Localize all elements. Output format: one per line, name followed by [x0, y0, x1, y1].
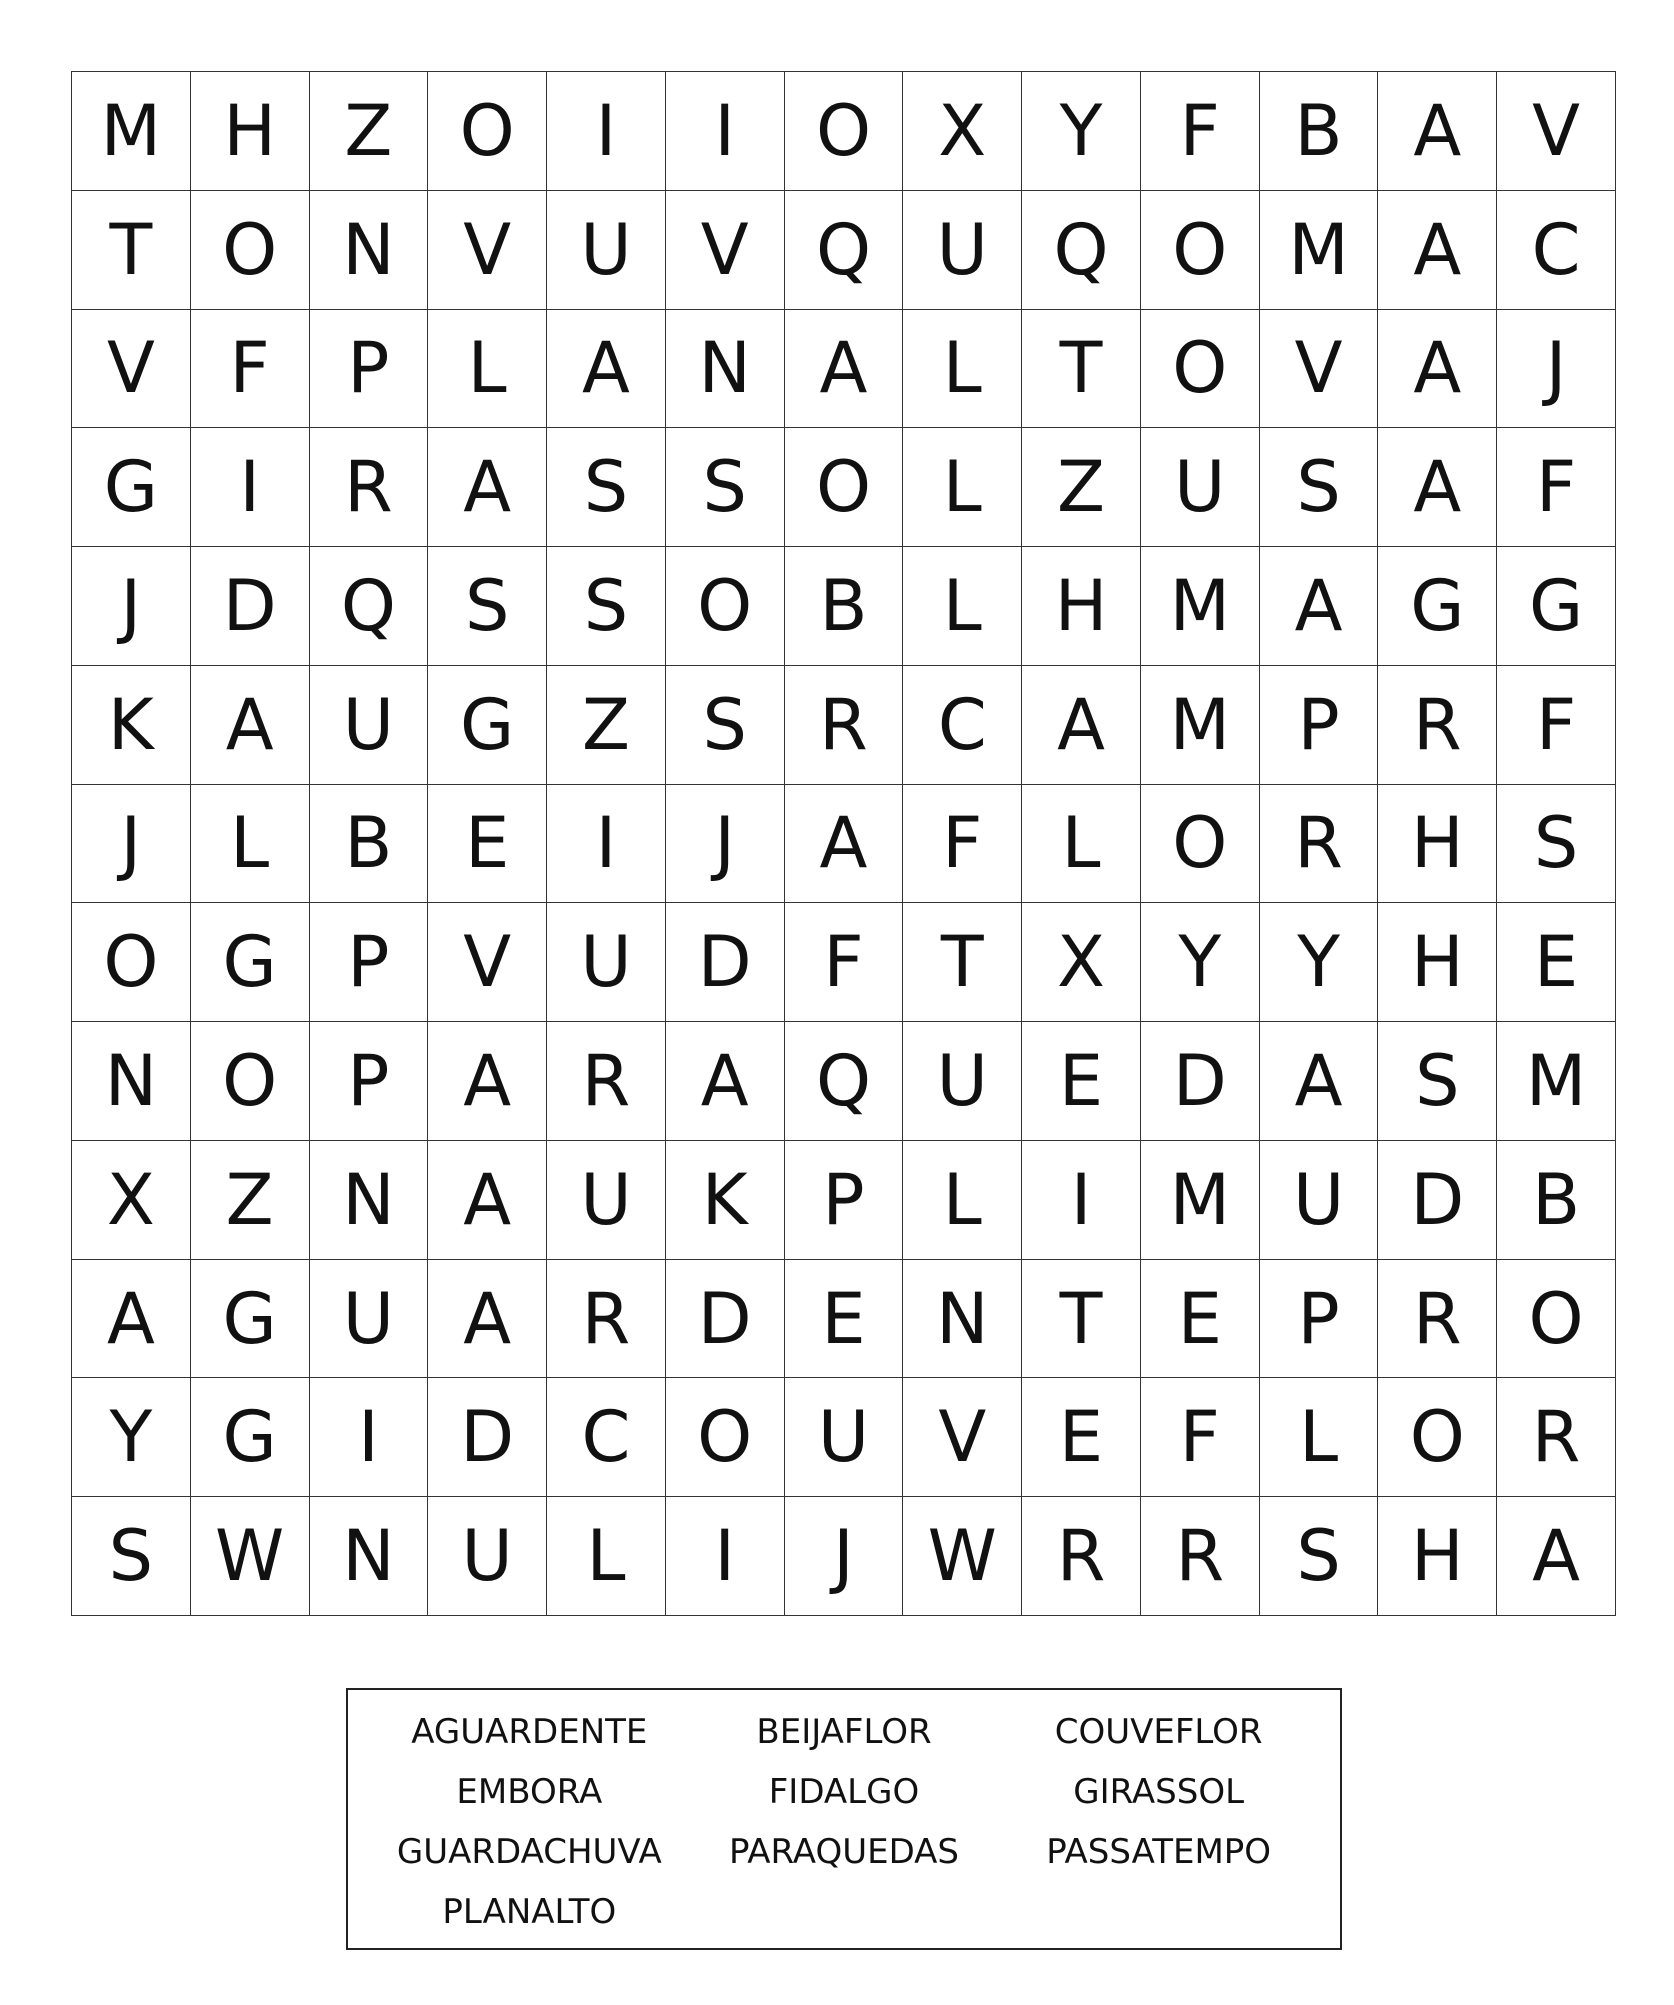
grid-cell[interactable]: H [1378, 1497, 1497, 1616]
grid-cell[interactable]: A [1378, 310, 1497, 429]
grid-cell[interactable]: P [310, 1022, 429, 1141]
grid-cell[interactable]: M [1141, 666, 1260, 785]
grid-cell[interactable]: U [903, 191, 1022, 310]
grid-cell[interactable]: A [72, 1260, 191, 1379]
grid-cell[interactable]: A [785, 785, 904, 904]
grid-cell[interactable]: D [666, 1260, 785, 1379]
grid-cell[interactable]: O [1141, 310, 1260, 429]
grid-cell[interactable]: W [903, 1497, 1022, 1616]
grid-cell[interactable]: O [1378, 1378, 1497, 1497]
grid-cell[interactable]: S [547, 428, 666, 547]
grid-cell[interactable]: I [1022, 1141, 1141, 1260]
grid-cell[interactable]: M [1141, 547, 1260, 666]
grid-cell[interactable]: Y [72, 1378, 191, 1497]
grid-cell[interactable]: E [785, 1260, 904, 1379]
word-list-item: BEIJAFLOR [756, 1712, 932, 1752]
grid-cell[interactable]: I [547, 72, 666, 191]
grid-cell[interactable]: S [1260, 428, 1379, 547]
grid-cell[interactable]: M [1497, 1022, 1616, 1141]
grid-cell[interactable]: I [310, 1378, 429, 1497]
grid-cell[interactable]: O [785, 428, 904, 547]
grid-cell[interactable]: G [191, 1260, 310, 1379]
grid-cell[interactable]: F [785, 903, 904, 1022]
grid-cell[interactable]: U [310, 666, 429, 785]
grid-cell[interactable]: N [310, 1497, 429, 1616]
grid-cell[interactable]: Q [785, 1022, 904, 1141]
grid-cell[interactable]: E [1022, 1022, 1141, 1141]
grid-cell[interactable]: J [666, 785, 785, 904]
grid-cell[interactable]: A [1497, 1497, 1616, 1616]
grid-cell[interactable]: A [1260, 1022, 1379, 1141]
grid-cell[interactable]: B [1497, 1141, 1616, 1260]
grid-cell[interactable]: M [72, 72, 191, 191]
grid-cell[interactable]: O [785, 72, 904, 191]
grid-cell[interactable]: L [903, 1141, 1022, 1260]
grid-cell[interactable]: U [547, 1141, 666, 1260]
grid-cell[interactable]: I [547, 785, 666, 904]
grid-cell[interactable]: I [191, 428, 310, 547]
grid-cell[interactable]: X [1022, 903, 1141, 1022]
grid-cell[interactable]: F [191, 310, 310, 429]
grid-cell[interactable]: V [903, 1378, 1022, 1497]
grid-cell[interactable]: L [1022, 785, 1141, 904]
grid-cell[interactable]: R [310, 428, 429, 547]
grid-cell[interactable]: L [428, 310, 547, 429]
grid-cell[interactable]: Y [1141, 903, 1260, 1022]
grid-cell[interactable]: N [310, 1141, 429, 1260]
grid-cell[interactable]: U [785, 1378, 904, 1497]
word-list-item: PLANALTO [442, 1892, 617, 1932]
grid-cell[interactable]: R [1378, 666, 1497, 785]
grid-cell[interactable]: F [1497, 428, 1616, 547]
grid-cell[interactable]: N [72, 1022, 191, 1141]
grid-cell[interactable]: S [72, 1497, 191, 1616]
grid-cell[interactable]: O [666, 547, 785, 666]
grid-cell[interactable]: O [428, 72, 547, 191]
grid-cell[interactable]: L [1260, 1378, 1379, 1497]
grid-cell[interactable]: D [666, 903, 785, 1022]
grid-cell[interactable]: E [1141, 1260, 1260, 1379]
grid-cell[interactable]: G [191, 903, 310, 1022]
grid-cell[interactable]: U [1260, 1141, 1379, 1260]
grid-cell[interactable]: S [1260, 1497, 1379, 1616]
grid-cell[interactable]: D [1378, 1141, 1497, 1260]
grid-cell[interactable]: J [785, 1497, 904, 1616]
grid-cell[interactable]: Z [1022, 428, 1141, 547]
grid-cell[interactable]: G [1378, 547, 1497, 666]
grid-cell[interactable]: H [1022, 547, 1141, 666]
grid-cell[interactable]: C [903, 666, 1022, 785]
grid-cell[interactable]: O [191, 191, 310, 310]
grid-cell[interactable]: T [72, 191, 191, 310]
grid-cell[interactable]: V [1260, 310, 1379, 429]
word-list-item: COUVEFLOR [1054, 1712, 1263, 1752]
grid-cell[interactable]: P [310, 903, 429, 1022]
grid-cell[interactable]: Z [310, 72, 429, 191]
grid-cell[interactable]: A [547, 310, 666, 429]
grid-cell[interactable]: P [1260, 666, 1379, 785]
word-list-item: AGUARDENTE [411, 1712, 648, 1752]
grid-cell[interactable]: U [310, 1260, 429, 1379]
grid-cell[interactable]: F [1497, 666, 1616, 785]
grid-cell[interactable]: R [1378, 1260, 1497, 1379]
grid-cell[interactable]: Q [1022, 191, 1141, 310]
grid-cell[interactable]: L [191, 785, 310, 904]
grid-cell[interactable]: V [428, 903, 547, 1022]
grid-cell[interactable]: U [1141, 428, 1260, 547]
grid-cell[interactable]: P [1260, 1260, 1379, 1379]
grid-cell[interactable]: O [191, 1022, 310, 1141]
grid-cell[interactable]: R [1141, 1497, 1260, 1616]
word-list-item: GIRASSOL [1073, 1772, 1245, 1812]
grid-cell[interactable]: Z [547, 666, 666, 785]
grid-cell[interactable]: A [1378, 428, 1497, 547]
grid-cell[interactable]: Y [1022, 72, 1141, 191]
grid-cell[interactable]: A [428, 1022, 547, 1141]
grid-cell[interactable]: C [547, 1378, 666, 1497]
grid-cell[interactable]: U [547, 903, 666, 1022]
grid-cell[interactable]: J [72, 785, 191, 904]
grid-cell[interactable]: U [903, 1022, 1022, 1141]
grid-cell[interactable]: A [1378, 191, 1497, 310]
grid-cell[interactable]: R [547, 1022, 666, 1141]
grid-cell[interactable]: O [666, 1378, 785, 1497]
grid-cell[interactable]: H [191, 72, 310, 191]
grid-cell[interactable]: A [191, 666, 310, 785]
grid-cell[interactable]: T [1022, 310, 1141, 429]
grid-cell[interactable]: L [903, 547, 1022, 666]
grid-cell[interactable]: B [1260, 72, 1379, 191]
grid-cell[interactable]: N [666, 310, 785, 429]
grid-cell[interactable]: R [1260, 785, 1379, 904]
grid-cell[interactable]: V [428, 191, 547, 310]
grid-cell[interactable]: J [72, 547, 191, 666]
grid-cell[interactable]: A [428, 428, 547, 547]
grid-cell[interactable]: G [428, 666, 547, 785]
word-list-item: PARAQUEDAS [728, 1832, 960, 1872]
grid-cell[interactable]: P [785, 1141, 904, 1260]
word-list-item: PASSATEMPO [1046, 1832, 1272, 1872]
grid-cell[interactable]: Q [785, 191, 904, 310]
grid-cell[interactable]: B [785, 547, 904, 666]
grid-cell[interactable]: S [428, 547, 547, 666]
word-list-item: GUARDACHUVA [396, 1832, 662, 1872]
grid-cell[interactable]: A [666, 1022, 785, 1141]
grid-cell[interactable]: V [1497, 72, 1616, 191]
grid-cell[interactable]: L [903, 310, 1022, 429]
grid-cell[interactable]: R [547, 1260, 666, 1379]
grid-cell[interactable]: D [191, 547, 310, 666]
grid-cell[interactable]: K [72, 666, 191, 785]
grid-cell[interactable]: A [1378, 72, 1497, 191]
grid-cell[interactable]: E [1497, 903, 1616, 1022]
grid-cell[interactable]: X [72, 1141, 191, 1260]
grid-cell[interactable]: T [903, 903, 1022, 1022]
grid-cell[interactable]: V [72, 310, 191, 429]
grid-cell[interactable]: R [785, 666, 904, 785]
grid-cell[interactable]: L [903, 428, 1022, 547]
grid-cell[interactable]: A [785, 310, 904, 429]
grid-cell[interactable]: E [1022, 1378, 1141, 1497]
grid-cell[interactable]: I [666, 72, 785, 191]
grid-cell[interactable]: S [1497, 785, 1616, 904]
grid-cell[interactable]: Z [191, 1141, 310, 1260]
grid-cell[interactable]: D [1141, 1022, 1260, 1141]
grid-cell[interactable]: O [1497, 1260, 1616, 1379]
grid-cell[interactable]: F [1141, 1378, 1260, 1497]
letter-grid [71, 71, 1616, 1616]
word-list-item: FIDALGO [768, 1772, 920, 1812]
grid-cell[interactable]: R [1022, 1497, 1141, 1616]
grid-cell[interactable]: L [547, 1497, 666, 1616]
grid-cell[interactable]: H [1378, 903, 1497, 1022]
grid-cell[interactable]: M [1141, 1141, 1260, 1260]
grid-cell[interactable]: R [1497, 1378, 1616, 1497]
grid-cell[interactable]: D [428, 1378, 547, 1497]
grid-cell[interactable]: Y [1260, 903, 1379, 1022]
grid-cell[interactable]: N [903, 1260, 1022, 1379]
grid-cell[interactable]: A [1022, 666, 1141, 785]
grid-cell[interactable]: Q [310, 547, 429, 666]
grid-cell[interactable]: O [1141, 191, 1260, 310]
grid-cell[interactable]: U [547, 191, 666, 310]
grid-cell[interactable]: S [547, 547, 666, 666]
grid-cell[interactable]: F [903, 785, 1022, 904]
grid-cell[interactable]: O [1141, 785, 1260, 904]
grid-cell[interactable]: H [1378, 785, 1497, 904]
grid-cell[interactable]: W [191, 1497, 310, 1616]
grid-cell[interactable]: E [428, 785, 547, 904]
grid-cell[interactable]: B [310, 785, 429, 904]
grid-cell[interactable]: A [428, 1141, 547, 1260]
grid-cell[interactable]: U [428, 1497, 547, 1616]
grid-cell[interactable]: S [666, 666, 785, 785]
grid-cell[interactable]: G [72, 428, 191, 547]
grid-cell[interactable]: T [1022, 1260, 1141, 1379]
word-list [346, 1688, 1342, 1950]
grid-cell[interactable]: G [191, 1378, 310, 1497]
grid-cell[interactable]: F [1141, 72, 1260, 191]
grid-cell[interactable]: P [310, 310, 429, 429]
grid-cell[interactable]: S [666, 428, 785, 547]
grid-cell[interactable]: X [903, 72, 1022, 191]
grid-cell[interactable]: S [1378, 1022, 1497, 1141]
grid-cell[interactable]: O [72, 903, 191, 1022]
grid-cell[interactable]: G [1497, 547, 1616, 666]
grid-cell[interactable]: K [666, 1141, 785, 1260]
grid-cell[interactable]: N [310, 191, 429, 310]
grid-cell[interactable]: I [666, 1497, 785, 1616]
word-list-item: EMBORA [456, 1772, 603, 1812]
grid-cell[interactable]: V [666, 191, 785, 310]
grid-cell[interactable]: M [1260, 191, 1379, 310]
grid-cell[interactable]: A [428, 1260, 547, 1379]
grid-cell[interactable]: A [1260, 547, 1379, 666]
grid-cell[interactable]: J [1497, 310, 1616, 429]
grid-cell[interactable]: C [1497, 191, 1616, 310]
